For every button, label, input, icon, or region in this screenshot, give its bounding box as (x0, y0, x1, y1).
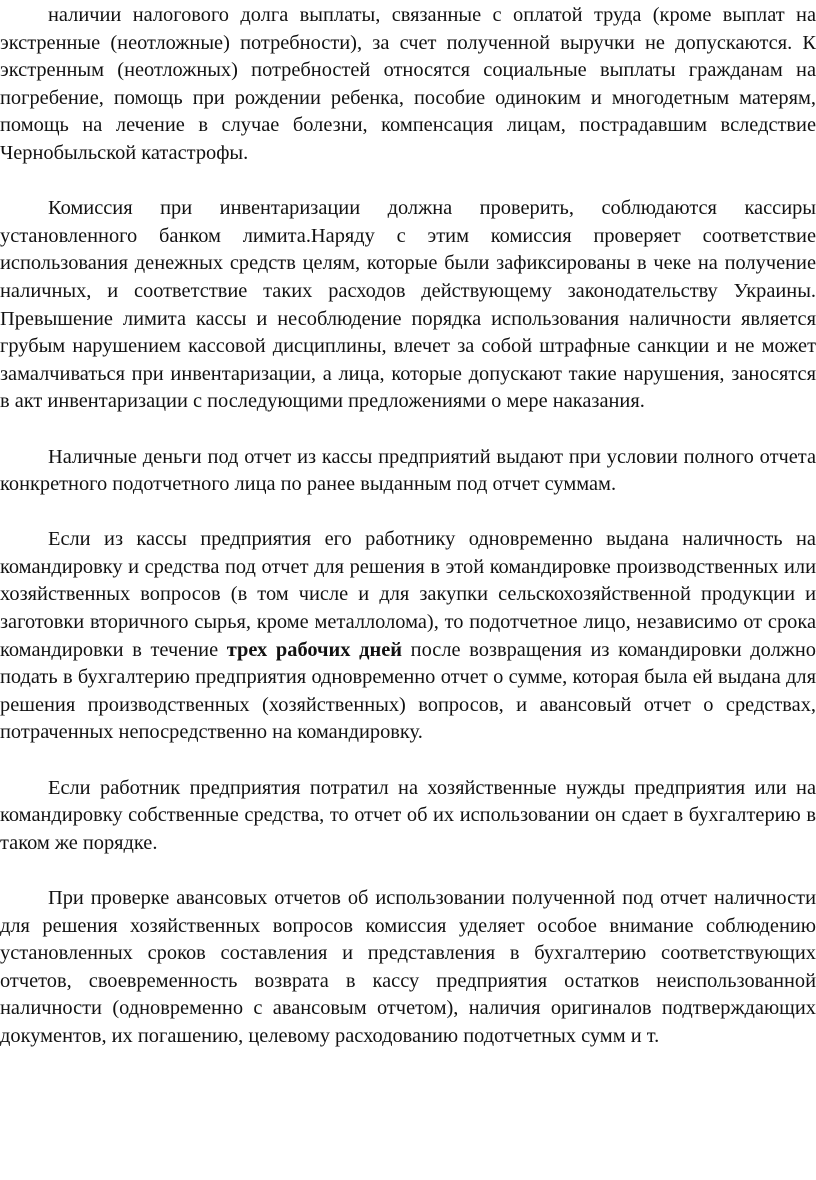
paragraph-own-funds: Если работник предприятия потратил на хозяйственные нужды предприятия или на командировку собственные средства, то отчет об их использовании он сдает в бухгалтерию в таком же порядке. (0, 776, 816, 854)
paragraph-tax-debt-payments: наличии налогового долга выплаты, связанные с оплатой труда (кроме выплат на экстренные (неотложные) потребности), за счет полученной выручки не допускаются. К экстренным (неотложных) потребностей относятся социальные выплаты гражданам на погребение, помощь при рождении ребенка, пособие одиноким и многодетным матерям, помощь на лечение в случае болезни, компенсация лицам, пострадавшим вследствие Чернобыльской катастрофы. (0, 4, 816, 164)
paragraph-business-trip (0, 526, 816, 747)
three-working-days-emphasis: трех рабочих дней (226, 638, 403, 661)
paragraph-cash-advance: Наличные деньги под отчет из кассы предприятий выдают при условии полного отчета конкретного подотчетного лица по ранее выданным под отчет суммам. (0, 445, 816, 496)
paragraph-advance-reports-check: При проверке авансовых отчетов об использовании полученной под отчет наличности для решения хозяйственных вопросов комиссия уделяет особое внимание соблюдению установленных сроков составления и представления в бухгалтерию соответствующих отчетов, своевременность возврата в кассу предприятия остатков неиспользованной наличности (одновременно с авансовым отчетом), наличия оригиналов подтверждающих документов, их погашению, целевому расходованию подотчетных сумм и т. (0, 887, 816, 1047)
business-trip-text-after: после возвращения из командировки должно подать в бухгалтерию предприятия одновременно отчет о сумме, которая была ей выдана для решения производственных (хозяйственных) вопросов, и авансовый отчет о средствах, потраченных непосредственно на командировку. (0, 638, 816, 744)
business-trip-text-before: Если из кассы предприятия его работнику одновременно выдана наличность на командировку и средства под отчет для решения в этой командировке производственных или хозяйственных вопросов (в том числе и для закупки сельскохозяйственной продукции и заготовки вторичного сырья, кроме металлолома), то подотчетное лицо, независимо от срока командировки в течение (0, 528, 816, 661)
paragraph-inventory-commission: Комиссия при инвентаризации должна проверить, соблюдаются кассиры установленного банком лимита.Наряду с этим комиссия проверяет соответствие использования денежных средств целям, которые были зафиксированы в чеке на получение наличных, и соответствие таких расходов действующему законодательству Украины. Превышение лимита кассы и несоблюдение порядка использования наличности является грубым нарушением кассовой дисциплины, влечет за собой штрафные санкции и не может замалчиваться при инвентаризации, а лица, которые допускают такие нарушения, заносятся в акт инвентаризации с последующими предложениями о мере наказания. (0, 197, 816, 413)
